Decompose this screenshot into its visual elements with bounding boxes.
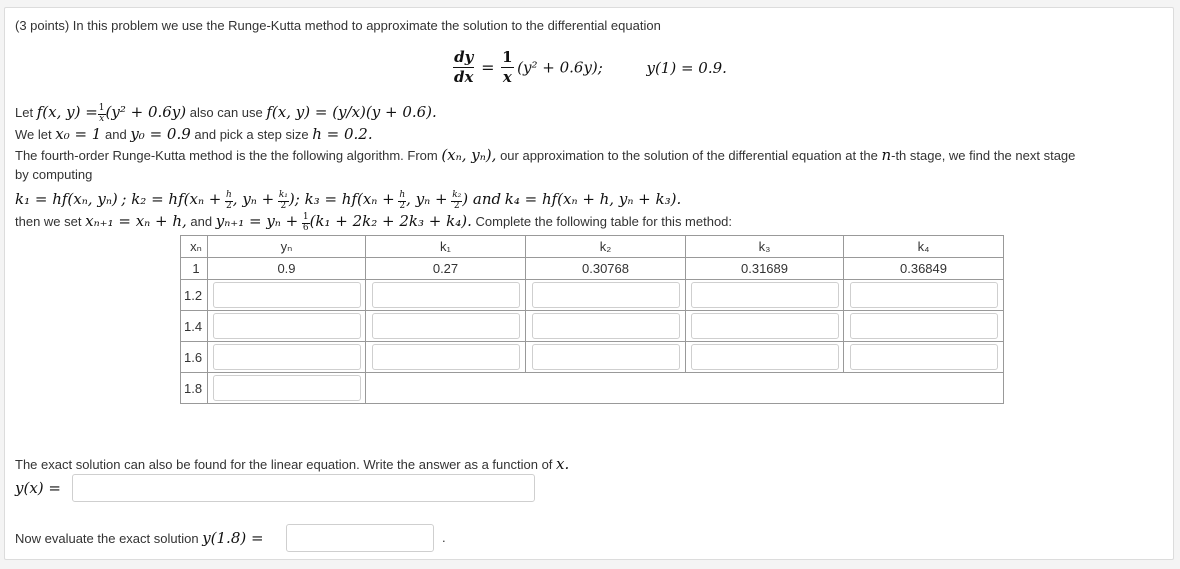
eq-rhs: (y² + 0.6y); xyxy=(517,58,603,77)
k4-input-row-4[interactable] xyxy=(850,344,998,370)
evaluate-line: Now evaluate the exact solution y(1.8) = xyxy=(15,529,264,547)
k1-input-row-4[interactable] xyxy=(372,344,520,370)
cell-k2: 0.30768 xyxy=(526,258,686,280)
cell-x: 1.2 xyxy=(181,280,208,311)
rk-table xyxy=(180,235,1004,404)
rk-intro-line-2: by computing xyxy=(15,167,93,182)
empty-cell xyxy=(366,373,1004,404)
evaluate-period: . xyxy=(442,530,446,545)
cell-x: 1.6 xyxy=(181,342,208,373)
dy-dx-fraction: $\frac{dy}{dx}$ xyxy=(454,48,474,86)
rk-intro-line: The fourth-order Runge-Kutta method is the the following algorithm. From (xₙ, yₙ), our approximation to the solution of the differential equation at the n-th stage, we find the next stage xyxy=(15,146,1076,164)
yx-label: y(x) = xyxy=(15,479,61,497)
cell-k4: 0.36849 xyxy=(844,258,1004,280)
header-k3: k₃ xyxy=(686,236,844,258)
exact-solution-input[interactable] xyxy=(72,474,535,502)
y-input-row-4[interactable] xyxy=(213,344,361,370)
table-row xyxy=(181,373,1004,404)
cell-k3: 0.31689 xyxy=(686,258,844,280)
y-input-row-5[interactable] xyxy=(213,375,361,401)
table-header-row xyxy=(181,236,1004,258)
update-line: then we set xₙ₊₁ = xₙ + h, and yₙ₊₁ = yₙ + $\frac{1}{6}$ (k₁ + 2k₂ + 2k₃ + k₄). Complete the following table for this method: xyxy=(15,211,733,233)
y-input-row-3[interactable] xyxy=(213,313,361,339)
k2-input-row-2[interactable] xyxy=(532,282,680,308)
k3-input-row-4[interactable] xyxy=(691,344,839,370)
initial-values-line: We let x₀ = 1 and y₀ = 0.9 and pick a step size h = 0.2. xyxy=(15,125,373,143)
header-k1: k₁ xyxy=(366,236,526,258)
table-row xyxy=(181,280,1004,311)
cell-y: 0.9 xyxy=(208,258,366,280)
exact-solution-text: The exact solution can also be found for the linear equation. Write the answer as a function of x. xyxy=(15,455,570,473)
k3-input-row-2[interactable] xyxy=(691,282,839,308)
cell-x: 1 xyxy=(181,258,208,280)
k-definitions-line: k₁ = hf(xₙ, yₙ) ; k₂ = hf(xₙ + $\frac{h}{2}$ , yₙ + $\frac{\text{k₁}}{2}$ ); k₃ = hf(xₙ + $\frac{h}{2}$ , yₙ + $\frac{\text{k₂}}{2}$ ) and k₄ = hf(xₙ + h, yₙ + k₃). xyxy=(15,189,682,211)
intro-text: (3 points) In this problem we use the Runge-Kutta method to approximate the solution to the differential equation xyxy=(15,18,661,33)
k1-input-row-2[interactable] xyxy=(372,282,520,308)
header-yn: yₙ xyxy=(208,236,366,258)
cell-x: 1.8 xyxy=(181,373,208,404)
evaluate-input[interactable] xyxy=(286,524,434,552)
k4-input-row-2[interactable] xyxy=(850,282,998,308)
y-input-row-2[interactable] xyxy=(213,282,361,308)
one-over-x-fraction: $\frac{1}{x}$ xyxy=(502,48,513,86)
table-row xyxy=(181,311,1004,342)
k2-input-row-3[interactable] xyxy=(532,313,680,339)
cell-x: 1.4 xyxy=(181,311,208,342)
header-k2: k₂ xyxy=(526,236,686,258)
let-line: Let f(x, y) = $\frac{1}{x}$ (y² + 0.6y) also can use f(x, y) = (y/x)(y + 0.6). xyxy=(15,102,437,124)
k2-input-row-4[interactable] xyxy=(532,344,680,370)
k3-input-row-3[interactable] xyxy=(691,313,839,339)
table-row xyxy=(181,258,1004,280)
table-row xyxy=(181,342,1004,373)
header-xn: xₙ xyxy=(181,236,208,258)
k4-input-row-3[interactable] xyxy=(850,313,998,339)
header-k4: k₄ xyxy=(844,236,1004,258)
cell-k1: 0.27 xyxy=(366,258,526,280)
display-equation: $\frac{dy}{dx}$ = $\frac{1}{x}$ (y² + 0.6y); y(1) = 0.9. xyxy=(454,48,727,86)
k1-input-row-3[interactable] xyxy=(372,313,520,339)
initial-condition: y(1) = 0.9. xyxy=(646,58,727,77)
problem-card xyxy=(4,7,1174,560)
